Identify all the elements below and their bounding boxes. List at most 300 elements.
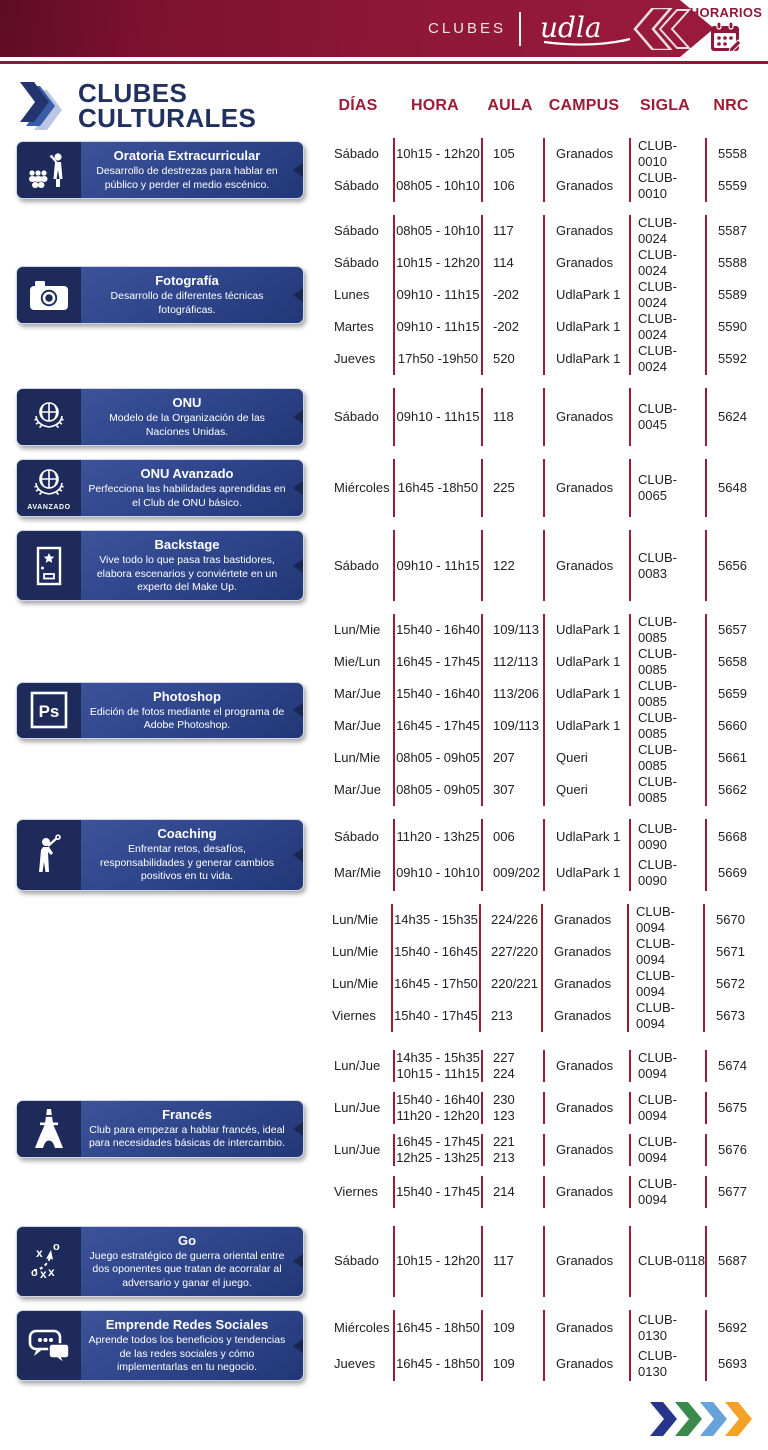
cell-dias: Sábado (334, 557, 379, 573)
schedule-row (327, 1346, 764, 1382)
cell-aula: 009/202 (481, 855, 543, 891)
cell-dias: Sábado (334, 178, 379, 194)
club-blocks (0, 138, 768, 1381)
cell-sigla: CLUB-0085 (629, 742, 705, 774)
cell-nrc: 5657 (705, 614, 761, 646)
chat-bubbles-icon (17, 1311, 81, 1380)
cell-hora: 15h40 - 16h45 (391, 936, 479, 968)
cell-nrc: 5671 (703, 936, 759, 968)
cell-nrc: 5673 (703, 1000, 759, 1032)
svg-text:o: o (53, 1241, 60, 1254)
horarios-box (690, 5, 762, 55)
cell-aula: 109/113 (481, 710, 543, 742)
cell-nrc: 5592 (705, 343, 761, 375)
schedule-row (327, 1092, 764, 1124)
cell-campus: Granados (543, 388, 629, 446)
club-title: Francés (162, 1106, 212, 1122)
club-title: ONU (172, 395, 202, 411)
cell-hora: 16h45 - 18h50 (393, 1310, 481, 1346)
svg-text:x: x (48, 1265, 55, 1280)
cell-campus: Granados (541, 904, 627, 936)
column-header-dias: DÍAS (338, 96, 378, 114)
schedule-rows (327, 819, 764, 890)
schedule-row (327, 855, 764, 891)
cell-dias: Miércoles (334, 480, 390, 496)
cell-campus: Queri (543, 742, 629, 774)
column-header-aula: AULA (487, 96, 533, 114)
club-title: Go (177, 1232, 197, 1248)
club-description: Juego estratégico de guerra oriental entre dos oponentes que tratan de acorralar al adversario y ganar el juego. (89, 1249, 285, 1289)
cell-campus: Granados (543, 215, 629, 247)
cell-campus: Granados (543, 1092, 629, 1124)
header-band (0, 0, 768, 57)
cell-aula: 225 (481, 459, 543, 517)
cell-aula: 118 (481, 388, 543, 446)
cell-nrc: 5662 (705, 774, 761, 806)
club-title: Photoshop (153, 688, 221, 704)
cell-hora: 16h45 -18h50 (393, 459, 481, 517)
cell-hora: 08h05 - 10h10 (393, 170, 481, 202)
footer-chevron-icon (725, 1402, 752, 1436)
cell-sigla: CLUB-0085 (629, 678, 705, 710)
schedule-row (327, 819, 764, 855)
un-emblem-icon (17, 389, 81, 445)
cell-campus: UdlaPark 1 (543, 343, 629, 375)
cell-hora: 09h10 - 11h15 (393, 388, 481, 446)
schedule-row (327, 247, 764, 279)
cell-aula: 221 213 (481, 1134, 543, 1166)
schedule-row (327, 678, 764, 710)
schedule-row (325, 904, 762, 936)
column-header-nrc: NRC (713, 96, 749, 114)
schedule-rows (325, 904, 762, 1032)
cell-campus: UdlaPark 1 (543, 279, 629, 311)
cell-sigla: CLUB-0085 (629, 614, 705, 646)
cell-aula: 109 (481, 1310, 543, 1346)
svg-text:x: x (36, 1246, 43, 1261)
double-chevron-logo-icon (16, 82, 68, 130)
cell-hora: 16h45 - 17h45 (393, 710, 481, 742)
eiffel-tower-icon (17, 1101, 81, 1157)
cell-nrc: 5587 (705, 215, 761, 247)
card-notch-arrow-icon (293, 1254, 303, 1268)
cell-nrc: 5660 (705, 710, 761, 742)
club-block (16, 614, 768, 806)
schedule-row (327, 343, 764, 375)
card-notch-arrow-icon (293, 481, 303, 495)
cell-dias: Jueves (334, 1355, 376, 1371)
cell-aula: 224/226 (479, 904, 541, 936)
cell-aula: 213 (479, 1000, 541, 1032)
coach-icon (17, 820, 81, 889)
cell-campus: Granados (543, 1050, 629, 1082)
cell-nrc: 5648 (705, 459, 761, 517)
cell-dias: Miércoles (334, 1319, 390, 1335)
cell-aula: 214 (481, 1176, 543, 1208)
cell-dias: Sábado (334, 255, 379, 271)
cell-nrc: 5589 (705, 279, 761, 311)
card-notch-arrow-icon (293, 703, 303, 717)
cell-dias: Sábado (334, 409, 379, 425)
cell-hora: 08h05 - 10h10 (393, 215, 481, 247)
schedule-rows (327, 1310, 764, 1381)
cell-dias: Mar/Jue (334, 686, 381, 702)
cell-hora: 17h50 -19h50 (393, 343, 481, 375)
page-title: CLUBES CULTURALES (78, 78, 257, 133)
cell-hora: 14h35 - 15h35 (391, 904, 479, 936)
club-block (16, 819, 768, 890)
camera-icon (17, 267, 81, 323)
cell-nrc: 5677 (705, 1176, 761, 1208)
cell-dias: Lun/Jue (334, 1141, 381, 1157)
schedule-row (327, 1226, 764, 1297)
cell-nrc: 5558 (705, 138, 761, 170)
schedule-row (327, 1310, 764, 1346)
schedule-rows (327, 388, 764, 446)
brand-separator (519, 12, 521, 46)
udla-logo (534, 7, 638, 51)
card-notch-arrow-icon (293, 410, 303, 424)
club-block (16, 1045, 768, 1213)
cell-dias: Viernes (332, 1007, 376, 1023)
cell-dias: Lun/Jue (334, 1099, 381, 1115)
cell-campus: Granados (543, 1134, 629, 1166)
cell-dias: Lun/Mie (334, 750, 381, 766)
club-description: Edición de fotos mediante el programa de Adobe Photoshop. (89, 705, 285, 731)
club-title: Coaching (157, 826, 217, 842)
cell-hora: 10h15 - 12h20 (393, 138, 481, 170)
club-description: Club para empezar a hablar francés, ideal para necesidades básicas de intercambio. (88, 1123, 286, 1150)
cell-sigla: CLUB-0118 (629, 1226, 705, 1297)
cell-aula: -202 (481, 311, 543, 343)
schedule-rows (327, 138, 764, 202)
cell-aula: 105 (481, 138, 543, 170)
cell-campus: UdlaPark 1 (543, 819, 629, 855)
club-card (16, 388, 304, 446)
club-description: Aprende todos los beneficios y tendencias de las redes sociales y cómo implementarlas en tu negocio. (88, 1334, 286, 1373)
footer-chevron-icon (675, 1402, 702, 1436)
brand-clubes-label: CLUBES (428, 20, 507, 37)
cell-dias: Lun/Mie (332, 943, 379, 959)
club-block (16, 1226, 768, 1297)
svg-text:x: x (40, 1267, 47, 1282)
column-header-sigla: SIGLA (640, 96, 690, 114)
cell-nrc: 5674 (705, 1050, 761, 1082)
cell-dias: Sábado (334, 1253, 379, 1269)
club-description: Enfrentar retos, desafíos, responsabilidades y generar cambios positivos en tu vida. (100, 843, 274, 883)
cell-aula: 106 (481, 170, 543, 202)
schedule-rows (327, 459, 764, 517)
cell-hora: 15h40 - 16h40 (393, 614, 481, 646)
cell-hora: 09h10 - 11h15 (393, 311, 481, 343)
schedule-rows (327, 614, 764, 806)
cell-nrc: 5668 (705, 819, 761, 855)
card-notch-arrow-icon (293, 848, 303, 862)
cell-dias: Lun/Mie (332, 911, 379, 927)
cell-hora: 08h05 - 09h05 (393, 742, 481, 774)
cell-nrc: 5590 (705, 311, 761, 343)
cell-campus: Granados (543, 1176, 629, 1208)
cell-dias: Viernes (334, 1183, 378, 1199)
club-title: Fotografía (155, 273, 219, 289)
cell-dias: Mar/Jue (334, 718, 381, 734)
cell-dias: Jueves (334, 351, 376, 367)
cell-campus: Queri (543, 774, 629, 806)
cell-sigla: CLUB-0090 (629, 855, 705, 891)
club-block (16, 459, 768, 517)
cell-sigla: CLUB-0085 (629, 710, 705, 742)
cell-aula: 112/113 (481, 646, 543, 678)
cell-hora: 15h40 - 16h40 (393, 678, 481, 710)
club-description: Vive todo lo que pasa tras bastidores, elabora escenarios y conviértete en un experto del Make Up. (96, 554, 278, 593)
cell-hora: 11h20 - 13h25 (393, 819, 481, 855)
cell-campus: Granados (543, 1346, 629, 1382)
cell-campus: UdlaPark 1 (543, 678, 629, 710)
cell-campus: UdlaPark 1 (543, 855, 629, 891)
cell-aula: 227 224 (481, 1050, 543, 1082)
club-description: Desarrollo de destrezas para hablar en público y perder el medio escénico. (96, 165, 278, 191)
schedule-row (327, 614, 764, 646)
schedule-row (327, 1050, 764, 1082)
cell-nrc: 5559 (705, 170, 761, 202)
title-row (16, 78, 768, 133)
cell-aula: 230 123 (481, 1092, 543, 1124)
cell-sigla: CLUB-0094 (627, 936, 703, 968)
schedule-row (327, 388, 764, 446)
cell-dias: Lunes (334, 287, 370, 303)
schedule-row (327, 1176, 764, 1208)
club-block (16, 138, 768, 202)
schedule-row (327, 1134, 764, 1166)
club-card (16, 530, 304, 601)
club-description: Modelo de la Organización de las Naciones Unidas. (109, 412, 265, 438)
table-column-headers (325, 97, 759, 115)
club-card (16, 682, 304, 740)
club-title: Emprende Redes Sociales (105, 1317, 269, 1333)
cell-sigla: CLUB-0010 (629, 170, 705, 202)
cell-sigla: CLUB-0085 (629, 774, 705, 806)
cell-nrc: 5588 (705, 247, 761, 279)
club-block (16, 904, 768, 1032)
cell-dias: Sábado (334, 829, 379, 845)
card-notch-arrow-icon (293, 1122, 303, 1136)
column-header-campus: CAMPUS (548, 96, 620, 114)
cell-campus: Granados (541, 1000, 627, 1032)
club-description: Desarrollo de diferentes técnicas fotográficas. (110, 290, 264, 316)
cell-hora: 15h40 - 17h45 (391, 1000, 479, 1032)
horarios-label: HORARIOS (689, 5, 763, 20)
cell-aula: 227/220 (479, 936, 541, 968)
club-card (16, 1310, 304, 1381)
club-title: Backstage (154, 537, 220, 553)
cell-hora: 09h10 - 11h15 (393, 530, 481, 601)
svg-text:udla: udla (540, 10, 602, 44)
club-card (16, 1226, 304, 1297)
cell-campus: Granados (543, 530, 629, 601)
column-header-hora: HORA (411, 96, 459, 114)
schedule-row (327, 138, 764, 170)
cell-nrc: 5656 (705, 530, 761, 601)
cell-hora: 10h15 - 12h20 (393, 1226, 481, 1297)
cell-hora: 16h45 - 17h45 12h25 - 13h25 (393, 1134, 481, 1166)
cell-nrc: 5670 (703, 904, 759, 936)
cell-aula: 122 (481, 530, 543, 601)
cell-nrc: 5661 (705, 742, 761, 774)
card-notch-arrow-icon (293, 288, 303, 302)
cell-dias: Lun/Jue (334, 1057, 381, 1073)
cell-campus: UdlaPark 1 (543, 646, 629, 678)
cell-sigla: CLUB-0090 (629, 819, 705, 855)
cell-sigla: CLUB-0130 (629, 1346, 705, 1382)
club-card (16, 1100, 304, 1158)
cell-aula: 307 (481, 774, 543, 806)
club-card (16, 459, 304, 517)
cell-sigla: CLUB-0094 (627, 968, 703, 1000)
cell-aula: 006 (481, 819, 543, 855)
photoshop-icon (17, 683, 81, 739)
cell-dias: Lun/Mie (334, 622, 381, 638)
svg-text:o: o (31, 1267, 38, 1280)
cell-dias: Martes (334, 319, 374, 335)
un-emblem-icon (17, 460, 81, 516)
cell-sigla: CLUB-0045 (629, 388, 705, 446)
cell-campus: Granados (543, 459, 629, 517)
cell-sigla: CLUB-0024 (629, 247, 705, 279)
schedule-row (325, 936, 762, 968)
cell-aula: -202 (481, 279, 543, 311)
cell-sigla: CLUB-0094 (629, 1050, 705, 1082)
schedule-row (327, 530, 764, 601)
stage-door-icon (17, 531, 81, 600)
schedule-rows (327, 215, 764, 375)
cell-dias: Lun/Mie (332, 975, 379, 991)
cell-nrc: 5669 (705, 855, 761, 891)
cell-nrc: 5692 (705, 1310, 761, 1346)
card-notch-arrow-icon (293, 1339, 303, 1353)
cell-aula: 520 (481, 343, 543, 375)
cell-hora: 15h40 - 17h45 (393, 1176, 481, 1208)
cell-hora: 09h10 - 10h10 (393, 855, 481, 891)
cell-sigla: CLUB-0085 (629, 646, 705, 678)
strategy-icon (17, 1227, 81, 1296)
schedule-row (325, 968, 762, 1000)
club-title: Oratoria Extracurricular (113, 148, 261, 164)
cell-sigla: CLUB-0083 (629, 530, 705, 601)
footer-chevrons (0, 1394, 768, 1450)
schedule-rows (327, 1045, 764, 1213)
cell-sigla: CLUB-0094 (627, 904, 703, 936)
cell-sigla: CLUB-0094 (629, 1176, 705, 1208)
schedule-row (327, 774, 764, 806)
speaker-audience-icon (17, 142, 81, 198)
cell-hora: 16h45 - 17h45 (393, 646, 481, 678)
footer-chevron-icon (650, 1402, 677, 1436)
cell-aula: 220/221 (479, 968, 541, 1000)
card-notch-arrow-icon (293, 559, 303, 573)
cell-hora: 08h05 - 09h05 (393, 774, 481, 806)
cell-sigla: CLUB-0094 (627, 1000, 703, 1032)
cell-nrc: 5693 (705, 1346, 761, 1382)
club-card (16, 266, 304, 324)
header-gap (0, 57, 768, 59)
cell-campus: UdlaPark 1 (543, 710, 629, 742)
header-rule (0, 61, 768, 64)
cell-hora: 16h45 - 17h50 (391, 968, 479, 1000)
cell-sigla: CLUB-0024 (629, 311, 705, 343)
cell-aula: 113/206 (481, 678, 543, 710)
cell-campus: UdlaPark 1 (543, 311, 629, 343)
club-title: ONU Avanzado (140, 466, 234, 482)
cell-aula: 109/113 (481, 614, 543, 646)
schedule-row (327, 170, 764, 202)
cell-sigla: CLUB-0094 (629, 1134, 705, 1166)
cell-nrc: 5658 (705, 646, 761, 678)
club-block (16, 215, 768, 375)
cell-dias: Sábado (334, 146, 379, 162)
schedule-row (327, 742, 764, 774)
cell-aula: 114 (481, 247, 543, 279)
club-block (16, 388, 768, 446)
cell-nrc: 5675 (705, 1092, 761, 1124)
footer-chevron-icon (700, 1402, 727, 1436)
schedule-row (327, 459, 764, 517)
cell-campus: UdlaPark 1 (543, 614, 629, 646)
cell-sigla: CLUB-0024 (629, 343, 705, 375)
cell-sigla: CLUB-0065 (629, 459, 705, 517)
cell-hora: 09h10 - 11h15 (393, 279, 481, 311)
cell-nrc: 5672 (703, 968, 759, 1000)
cell-hora: 16h45 - 18h50 (393, 1346, 481, 1382)
club-block (16, 530, 768, 601)
band-chevron-icons (625, 8, 695, 50)
schedule-row (327, 311, 764, 343)
schedule-row (327, 646, 764, 678)
cell-hora: 10h15 - 12h20 (393, 247, 481, 279)
club-description: Perfecciona las habilidades aprendidas en el Club de ONU básico. (88, 483, 286, 509)
cell-nrc: 5659 (705, 678, 761, 710)
cell-dias: Mar/Jue (334, 782, 381, 798)
cell-dias: Mar/Mie (334, 864, 381, 880)
schedule-row (327, 215, 764, 247)
schedule-row (327, 279, 764, 311)
cell-campus: Granados (543, 1226, 629, 1297)
cell-aula: 117 (481, 1226, 543, 1297)
club-card (16, 141, 304, 199)
club-card (16, 819, 304, 890)
schedule-rows (327, 530, 764, 601)
club-block (16, 1310, 768, 1381)
cell-nrc: 5676 (705, 1134, 761, 1166)
cell-aula: 117 (481, 215, 543, 247)
cell-sigla: CLUB-0094 (629, 1092, 705, 1124)
avanzado-badge: AVANZADO (27, 503, 71, 511)
svg-text:Ps: Ps (38, 702, 60, 722)
cell-aula: 207 (481, 742, 543, 774)
schedule-row (325, 1000, 762, 1032)
cell-campus: Granados (543, 247, 629, 279)
cell-dias: Sábado (334, 223, 379, 239)
cell-sigla: CLUB-0024 (629, 215, 705, 247)
cell-sigla: CLUB-0010 (629, 138, 705, 170)
card-notch-arrow-icon (293, 163, 303, 177)
cell-campus: Granados (543, 1310, 629, 1346)
cell-nrc: 5624 (705, 388, 761, 446)
cell-campus: Granados (543, 170, 629, 202)
cell-hora: 14h35 - 15h35 10h15 - 11h15 (393, 1050, 481, 1082)
schedule-row (327, 710, 764, 742)
cell-campus: Granados (541, 968, 627, 1000)
cell-aula: 109 (481, 1346, 543, 1382)
